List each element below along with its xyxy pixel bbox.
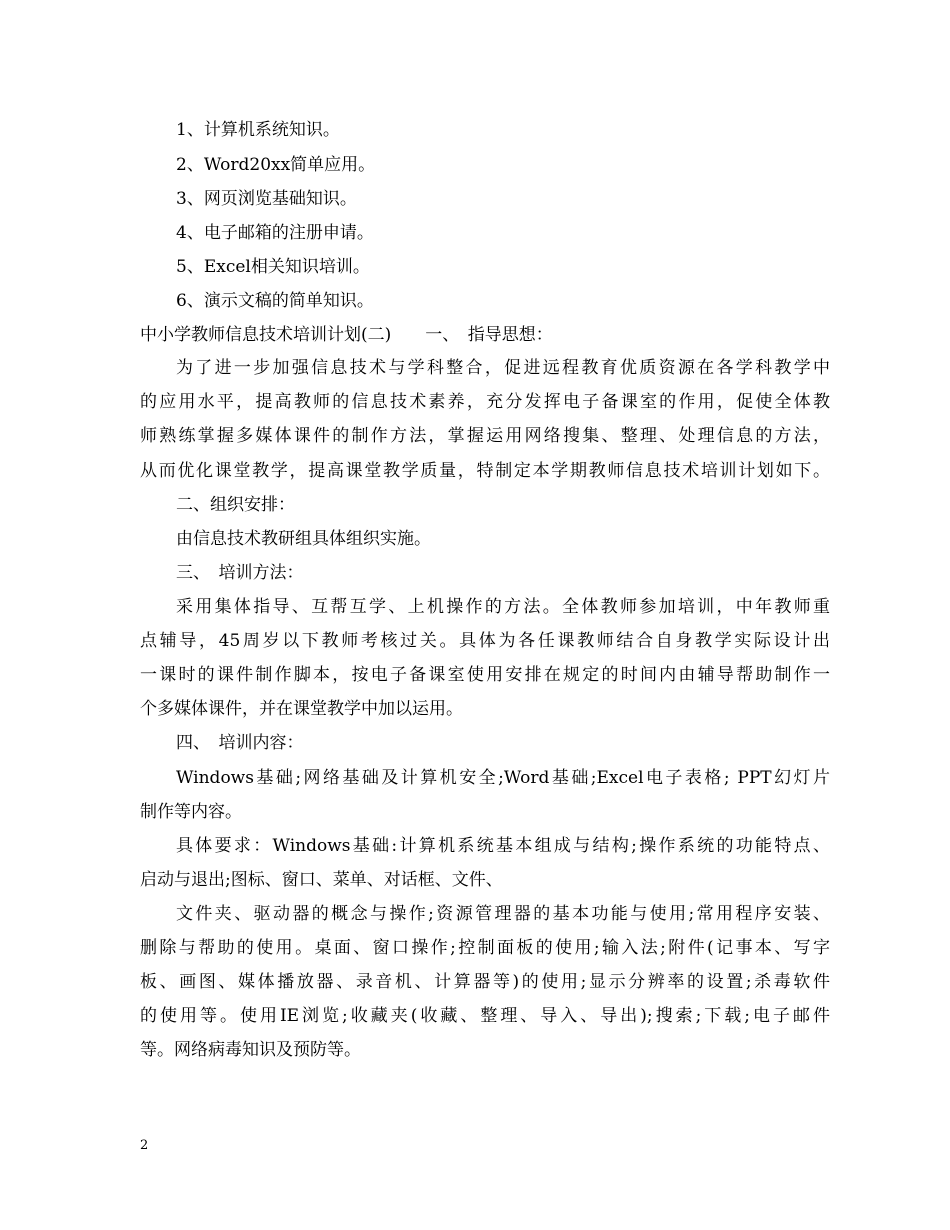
list-item: 4、电子邮箱的注册申请。 (176, 223, 374, 243)
paragraph-line: 采用集体指导、互帮互学、上机操作的方法。全体教师参加培训，中年教师重 (176, 597, 830, 617)
paragraph-line: 等。网络病毒知识及预防等。 (140, 1040, 361, 1060)
paragraph-line: 从而优化课堂教学，提高课堂教学质量，特制定本学期教师信息技术培训计划如下。 (140, 461, 830, 481)
paragraph-line: 的使用等。使用IE浏览;收藏夹(收藏、整理、导入、导出);搜索;下载;电子邮件 (140, 1006, 830, 1026)
paragraph-line: Windows基础;网络基础及计算机安全;Word基础;Excel电子表格; PPT幻灯片 (176, 768, 830, 788)
paragraph-line: 具体要求：Windows基础:计算机系统基本组成与结构;操作系统的功能特点、 (176, 836, 830, 856)
paragraph-line: 为了进一步加强信息技术与学科整合，促进远程教育优质资源在各学科教学中 (176, 358, 830, 378)
section-heading: 四、 培训内容： (176, 733, 304, 753)
list-item: 3、网页浏览基础知识。 (176, 189, 357, 209)
section-heading: 二、组织安排： (176, 495, 295, 515)
paragraph-line: 一课时的课件制作脚本，按电子备课室使用安排在规定的时间内由辅导帮助制作一 (140, 665, 830, 685)
paragraph-line: 启动与退出;图标、窗口、菜单、对话框、文件、 (140, 870, 503, 890)
page-number: 2 (140, 1138, 149, 1153)
paragraph-line: 由信息技术教研组具体组织实施。 (176, 529, 431, 549)
paragraph-line: 制作等内容。 (140, 802, 242, 822)
paragraph-line: 的应用水平，提高教师的信息技术素养，充分发挥电子备课室的作用，促使全体教 (140, 392, 830, 412)
list-item: 2、Word20xx简单应用。 (176, 155, 376, 175)
paragraph-line: 板、画图、媒体播放器、录音机、计算器等)的使用;显示分辨率的设置;杀毒软件 (140, 972, 830, 992)
list-item: 1、计算机系统知识。 (176, 120, 340, 140)
paragraph-line: 删除与帮助的使用。桌面、窗口操作;控制面板的使用;输入法;附件(记事本、写字 (140, 938, 830, 958)
paragraph-line: 师熟练掌握多媒体课件的制作方法，掌握运用网络搜集、整理、处理信息的方法， (140, 426, 830, 446)
list-item: 6、演示文稿的简单知识。 (176, 291, 374, 311)
section-heading: 三、 培训方法： (176, 563, 304, 583)
paragraph-line: 文件夹、驱动器的概念与操作;资源管理器的基本功能与使用;常用程序安装、 (176, 904, 830, 924)
list-item: 5、Excel相关知识培训。 (176, 257, 370, 277)
paragraph-line: 点辅导，45周岁以下教师考核过关。具体为各任课教师结合自身教学实际设计出 (140, 631, 830, 651)
paragraph-line: 个多媒体课件，并在课堂教学中加以运用。 (140, 699, 463, 719)
plan-title: 中小学教师信息技术培训计划(二) 一、 指导思想： (140, 325, 553, 345)
